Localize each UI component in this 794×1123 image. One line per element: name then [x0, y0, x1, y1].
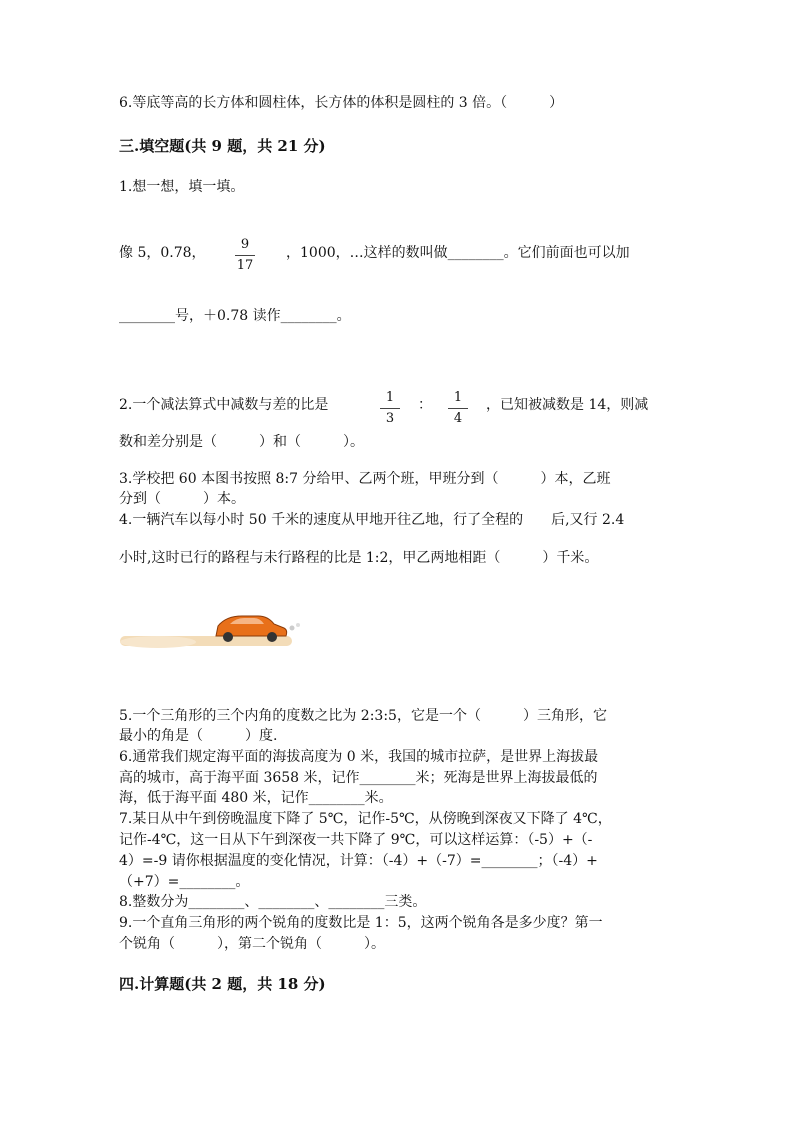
question-9-text-a: 9.一个直角三角形的两个锐角的度数比是 1：5，这两个锐角各是多少度？第一: [119, 915, 603, 931]
fraction-numerator: 1: [385, 390, 395, 405]
question-6-text-a: 6.通常我们规定海平面的海拔高度为 0 米，我国的城市拉萨，是世界上海拔最: [119, 749, 599, 765]
question-4-text-b: 小时,这时已行的路程与未行路程的比是 1:2，甲乙两地相距（ ）千米。: [119, 550, 599, 566]
question-7-text-d: （+7）=________。: [119, 874, 250, 890]
question-8-text: 8.整数分为________、________、________三类。: [119, 894, 427, 910]
question-9-text-b: 个锐角（ ），第二个锐角（ ）。: [119, 936, 385, 952]
section-heading-fill-blank: 三.填空题(共 9 题，共 21 分): [119, 137, 326, 155]
fraction-9-17: [233, 237, 257, 274]
question-3-text-a: 3.学校把 60 本图书按照 8:7 分给甲、乙两个班，甲班分到（ ）本，乙班: [119, 471, 611, 487]
question-judge-6: 6.等底等高的长方体和圆柱体，长方体的体积是圆柱的 3 倍。（ ）: [119, 95, 564, 111]
car-illustration: [118, 606, 308, 656]
fraction-denominator: 3: [385, 411, 395, 426]
car-wheel-back: [223, 632, 233, 642]
fraction-1-3: [378, 390, 402, 427]
fraction-denominator: 17: [236, 258, 254, 273]
fraction-bar: [380, 408, 400, 409]
question-5-text-b: 最小的角是（ ）度.: [119, 728, 278, 744]
fraction-bar: [448, 408, 468, 409]
fraction-denominator: 4: [453, 411, 463, 426]
car-wheel-front: [267, 632, 277, 642]
question-4-text-a: 4.一辆汽车以每小时 50 千米的速度从甲地开往乙地，行了全程的 后,又行 2.4: [119, 512, 625, 528]
question-2-text-c: 数和差分别是（ ）和（ ）。: [119, 434, 364, 450]
fraction-1-4: [446, 390, 470, 427]
section-heading-calculation: 四.计算题(共 2 题，共 18 分): [119, 975, 326, 993]
question-1-text-a: 像 5，0.78，: [119, 245, 206, 261]
ratio-colon: ：: [418, 397, 432, 413]
question-3-text-b: 分到（ ）本。: [119, 491, 245, 507]
exhaust-puff: [290, 626, 295, 631]
question-7-text-a: 7.某日从中午到傍晚温度下降了 5℃，记作-5℃，从傍晚到深夜又下降了 4℃，: [119, 811, 612, 827]
question-7-text-c: 4）=-9 请你根据温度的变化情况，计算：（-4）+（-7）=________；（-4）+: [119, 853, 598, 869]
exhaust-puff: [296, 623, 300, 627]
question-6-text-b: 高的城市，高于海平面 3658 米，记作________米；死海是世界上海拔最低的: [119, 770, 598, 786]
question-1-text-b: ，1000，…这样的数叫做________。它们前面也可以加: [286, 245, 630, 261]
question-7-text-b: 记作-4℃，这一日从下午到深夜一共下降了 9℃，可以这样运算：（-5）+（-: [119, 832, 593, 848]
question-5-text-a: 5.一个三角形的三个内角的度数之比为 2:3:5，它是一个（ ）三角形，它: [119, 708, 607, 724]
question-2-text-b: ，已知被减数是 14，则减: [486, 397, 649, 413]
road-fade: [120, 636, 196, 648]
fraction-numerator: 9: [240, 237, 250, 252]
question-1-text-c: ________号，＋0.78 读作________。: [119, 308, 351, 324]
question-6-text-c: 海，低于海平面 480 米，记作________米。: [119, 790, 393, 806]
fraction-bar: [235, 255, 255, 256]
fraction-numerator: 1: [453, 390, 463, 405]
question-1-title: 1.想一想，填一填。: [119, 179, 245, 195]
question-2-text-a: 2.一个减法算式中减数与差的比是: [119, 397, 329, 413]
